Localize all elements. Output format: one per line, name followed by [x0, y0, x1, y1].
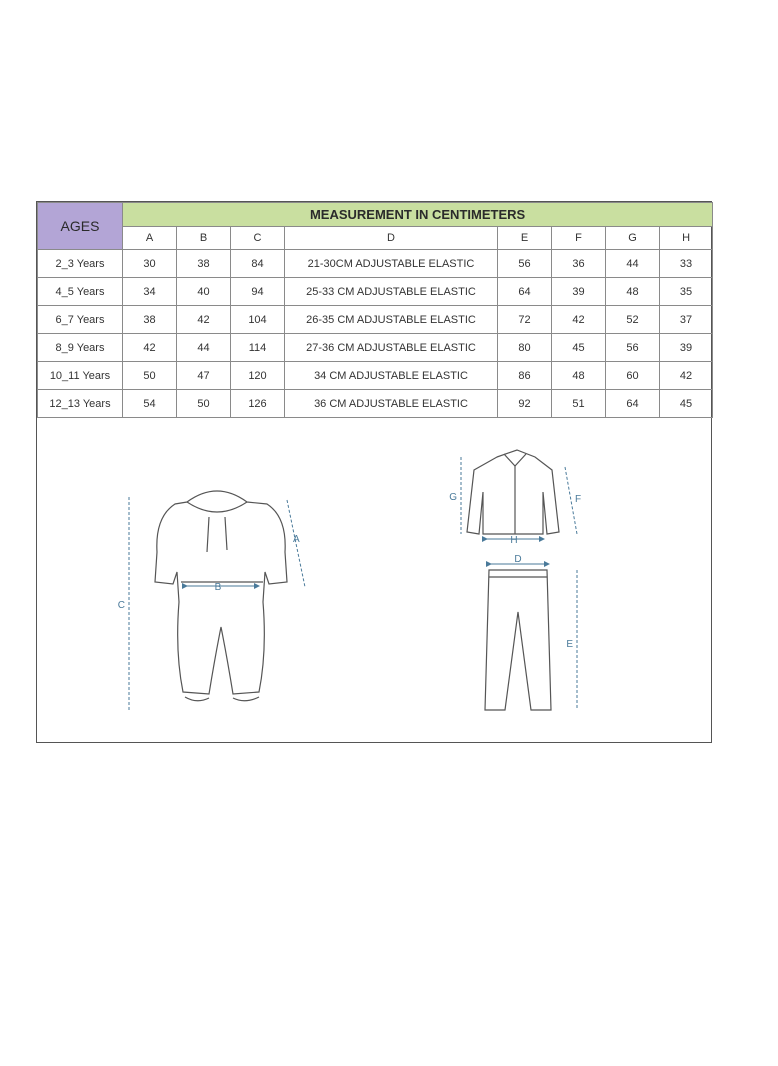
- jumpsuit-measurement-c: [118, 497, 129, 712]
- age-cell: 6_7 Years: [38, 306, 123, 334]
- table-row: [38, 362, 713, 390]
- measurement-cell-b: 40: [177, 278, 231, 306]
- table-body: [38, 250, 713, 418]
- measurement-cell-d: 25-33 CM ADJUSTABLE ELASTIC: [285, 278, 498, 306]
- measurement-cell-c: 94: [231, 278, 285, 306]
- table-row: [38, 390, 713, 418]
- size-chart: [36, 201, 712, 743]
- ages-header: AGES: [38, 203, 123, 250]
- measurement-cell-d: 21-30CM ADJUSTABLE ELASTIC: [285, 250, 498, 278]
- measurement-cell-a: 34: [123, 278, 177, 306]
- label-a: A: [293, 534, 300, 545]
- column-header-c: C: [231, 227, 285, 250]
- age-cell: 12_13 Years: [38, 390, 123, 418]
- measurement-cell-b: 44: [177, 334, 231, 362]
- table-row: [38, 250, 713, 278]
- measurement-cell-a: 30: [123, 250, 177, 278]
- table-row: [38, 306, 713, 334]
- measurement-cell-e: 64: [498, 278, 552, 306]
- measurement-cell-f: 36: [552, 250, 606, 278]
- label-c: C: [117, 600, 125, 611]
- measurement-cell-g: 56: [606, 334, 660, 362]
- measurement-cell-h: 35: [660, 278, 713, 306]
- measurement-cell-c: 104: [231, 306, 285, 334]
- measurement-cell-d: 27-36 CM ADJUSTABLE ELASTIC: [285, 334, 498, 362]
- measurement-cell-c: 114: [231, 334, 285, 362]
- measurement-cell-f: 45: [552, 334, 606, 362]
- measurement-cell-h: 39: [660, 334, 713, 362]
- measurement-cell-g: 60: [606, 362, 660, 390]
- measurement-cell-g: 44: [606, 250, 660, 278]
- hooded-jumpsuit-drawing: [155, 491, 287, 701]
- column-header-f: F: [552, 227, 606, 250]
- measurement-cell-f: 51: [552, 390, 606, 418]
- measurement-cell-f: 39: [552, 278, 606, 306]
- age-cell: 4_5 Years: [38, 278, 123, 306]
- label-h: H: [510, 535, 518, 546]
- shirt-measurement-g: [449, 457, 461, 534]
- table-row: [38, 334, 713, 362]
- age-cell: 2_3 Years: [38, 250, 123, 278]
- measurement-cell-e: 80: [498, 334, 552, 362]
- measurement-cell-d: 26-35 CM ADJUSTABLE ELASTIC: [285, 306, 498, 334]
- column-letters-row: [38, 227, 713, 250]
- column-header-h: H: [660, 227, 713, 250]
- measurement-cell-g: 48: [606, 278, 660, 306]
- label-b: B: [214, 582, 222, 593]
- label-g: G: [449, 492, 457, 503]
- measurement-cell-e: 92: [498, 390, 552, 418]
- garment-illustration: [37, 422, 712, 742]
- pants-drawing: [485, 570, 551, 710]
- shirt-measurement-f: [565, 467, 581, 534]
- measurement-cell-b: 50: [177, 390, 231, 418]
- column-header-d: D: [285, 227, 498, 250]
- age-cell: 10_11 Years: [38, 362, 123, 390]
- measurement-cell-h: 45: [660, 390, 713, 418]
- jumpsuit-measurement-b: [185, 582, 257, 593]
- column-header-g: G: [606, 227, 660, 250]
- measurement-cell-a: 38: [123, 306, 177, 334]
- measurement-cell-b: 42: [177, 306, 231, 334]
- label-d: D: [514, 554, 522, 565]
- column-header-b: B: [177, 227, 231, 250]
- measurement-cell-c: 126: [231, 390, 285, 418]
- label-e: E: [566, 639, 573, 650]
- pants-measurement-d: [489, 554, 547, 565]
- measurement-cell-b: 38: [177, 250, 231, 278]
- measurement-cell-a: 42: [123, 334, 177, 362]
- age-cell: 8_9 Years: [38, 334, 123, 362]
- measurement-cell-a: 54: [123, 390, 177, 418]
- column-header-a: A: [123, 227, 177, 250]
- measurement-cell-g: 52: [606, 306, 660, 334]
- measurement-cell-b: 47: [177, 362, 231, 390]
- column-header-e: E: [498, 227, 552, 250]
- jumpsuit-measurement-a: [287, 500, 305, 587]
- measurement-cell-e: 72: [498, 306, 552, 334]
- measurement-cell-d: 34 CM ADJUSTABLE ELASTIC: [285, 362, 498, 390]
- measurement-cell-e: 56: [498, 250, 552, 278]
- measurement-cell-c: 120: [231, 362, 285, 390]
- measurement-header: MEASUREMENT IN CENTIMETERS: [123, 203, 713, 227]
- measurement-cell-h: 37: [660, 306, 713, 334]
- measurement-cell-f: 42: [552, 306, 606, 334]
- measurement-cell-g: 64: [606, 390, 660, 418]
- measurement-cell-h: 42: [660, 362, 713, 390]
- label-f: F: [575, 494, 582, 505]
- measurement-table: [37, 202, 713, 418]
- measurement-cell-f: 48: [552, 362, 606, 390]
- measurement-cell-d: 36 CM ADJUSTABLE ELASTIC: [285, 390, 498, 418]
- measurement-cell-h: 33: [660, 250, 713, 278]
- measurement-cell-a: 50: [123, 362, 177, 390]
- shirt-measurement-h: [485, 535, 542, 546]
- shirt-drawing: [467, 450, 559, 534]
- measurement-cell-e: 86: [498, 362, 552, 390]
- pants-measurement-e: [566, 570, 577, 710]
- table-row: [38, 278, 713, 306]
- measurement-cell-c: 84: [231, 250, 285, 278]
